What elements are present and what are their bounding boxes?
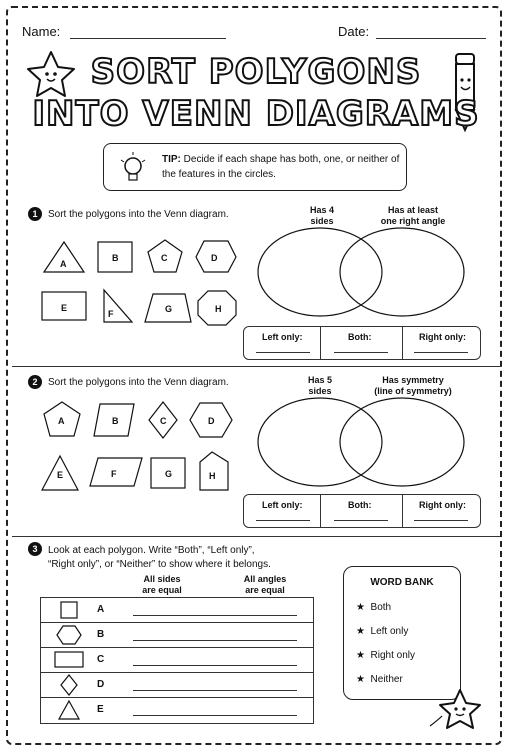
section-2-instruction: Sort the polygons into the Venn diagram. (48, 377, 229, 388)
shape-1a-label: A (60, 259, 67, 269)
star-bullet-icon: ★ (356, 650, 365, 661)
answer-2-right-line[interactable] (414, 520, 468, 521)
title-line-2: INTO VENN DIAGRAMS (32, 94, 480, 134)
section-3-instruction-2: “Right only”, or “Neither” to show where it belongs. (48, 559, 271, 570)
shape-1b-label: B (112, 253, 119, 263)
venn-2-left-label: Has 5 sides (307, 375, 333, 396)
name-label: Name: (22, 24, 61, 39)
section-1-shapes (36, 234, 246, 330)
answer-1-both-line[interactable] (334, 352, 388, 353)
shape-2a-label: A (58, 416, 65, 426)
answer-2-both-line[interactable] (334, 520, 388, 521)
section-2-shapes (36, 398, 246, 496)
venn-diagram-1[interactable] (254, 226, 470, 320)
col-all-sides-equal: All sides are equal (142, 574, 182, 595)
star-bullet-icon: ★ (356, 626, 365, 637)
classification-table (40, 597, 314, 724)
answer-1-left-label: Left only: (262, 332, 303, 342)
section-1-number: 1 (28, 207, 42, 221)
section-3-instruction-1: Look at each polygon. Write “Both”, “Left only”, (48, 545, 255, 556)
venn-diagram-2[interactable] (254, 396, 470, 490)
row-a-answer[interactable] (133, 615, 297, 616)
tip-box (103, 143, 407, 191)
word-bank-item-left: ★ Left only (356, 626, 409, 637)
word-bank (343, 566, 461, 700)
shape-2g-label: G (165, 469, 173, 479)
answer-2-both-label: Both: (348, 500, 372, 510)
date-label: Date: (338, 24, 370, 39)
word-bank-item-right: ★ Right only (356, 650, 415, 661)
answer-1-left-line[interactable] (256, 352, 310, 353)
name-field[interactable] (70, 38, 226, 39)
shape-1f-label: F (108, 309, 114, 319)
shape-1d-label: D (211, 253, 218, 263)
word-bank-title: WORD BANK (370, 577, 434, 588)
row-e-answer[interactable] (133, 715, 297, 716)
tip-text: TIP: Decide if each shape has both, one, or neither of the features in the circles. (162, 154, 400, 180)
shape-1g-label: G (165, 304, 173, 314)
answer-2-left-line[interactable] (256, 520, 310, 521)
answer-box-2 (243, 494, 481, 528)
star-mascot-bottom-icon (428, 686, 486, 734)
divider-1 (12, 366, 500, 367)
row-b-label: B (97, 629, 105, 640)
section-3-number: 3 (28, 542, 42, 556)
answer-2-left-label: Left only: (262, 500, 303, 510)
answer-1-right-line[interactable] (414, 352, 468, 353)
shape-1c-label: C (161, 253, 168, 263)
table-shapes (41, 598, 121, 723)
section-1-instruction: Sort the polygons into the Venn diagram. (48, 209, 229, 220)
row-a-label: A (97, 604, 105, 615)
shape-1e-label: E (61, 303, 68, 313)
row-b-answer[interactable] (133, 640, 297, 641)
date-field[interactable] (376, 38, 486, 39)
shape-2h-label: H (209, 471, 216, 481)
section-2-number: 2 (28, 375, 42, 389)
star-bullet-icon: ★ (356, 602, 365, 613)
row-d-label: D (97, 679, 105, 690)
shape-2e-label: E (57, 470, 64, 480)
row-c-label: C (97, 654, 105, 665)
row-c-answer[interactable] (133, 665, 297, 666)
venn-2-right-label: Has symmetry (line of symmetry) (374, 375, 452, 396)
shape-2b-label: B (112, 416, 119, 426)
row-d-answer[interactable] (133, 690, 297, 691)
shape-2f-label: F (111, 469, 117, 479)
shape-2d-label: D (208, 416, 215, 426)
venn-1-right-label: Has at least one right angle (380, 205, 446, 226)
answer-1-both-label: Both: (348, 332, 372, 342)
venn-1-left-label: Has 4 sides (309, 205, 335, 226)
shape-2c-label: C (160, 416, 167, 426)
divider-2 (12, 536, 500, 537)
shape-1h-label: H (215, 304, 222, 314)
word-bank-item-both: ★ Both (356, 602, 392, 613)
col-all-angles-equal: All angles are equal (243, 574, 287, 595)
answer-box-1 (243, 326, 481, 360)
word-bank-item-neither: ★ Neither (356, 674, 403, 685)
answer-1-right-label: Right only: (419, 332, 466, 342)
lightbulb-icon (118, 150, 148, 186)
star-bullet-icon: ★ (356, 674, 365, 685)
row-e-label: E (97, 704, 104, 715)
title-line-1: SORT POLYGONS (90, 52, 422, 92)
answer-2-right-label: Right only: (419, 500, 466, 510)
